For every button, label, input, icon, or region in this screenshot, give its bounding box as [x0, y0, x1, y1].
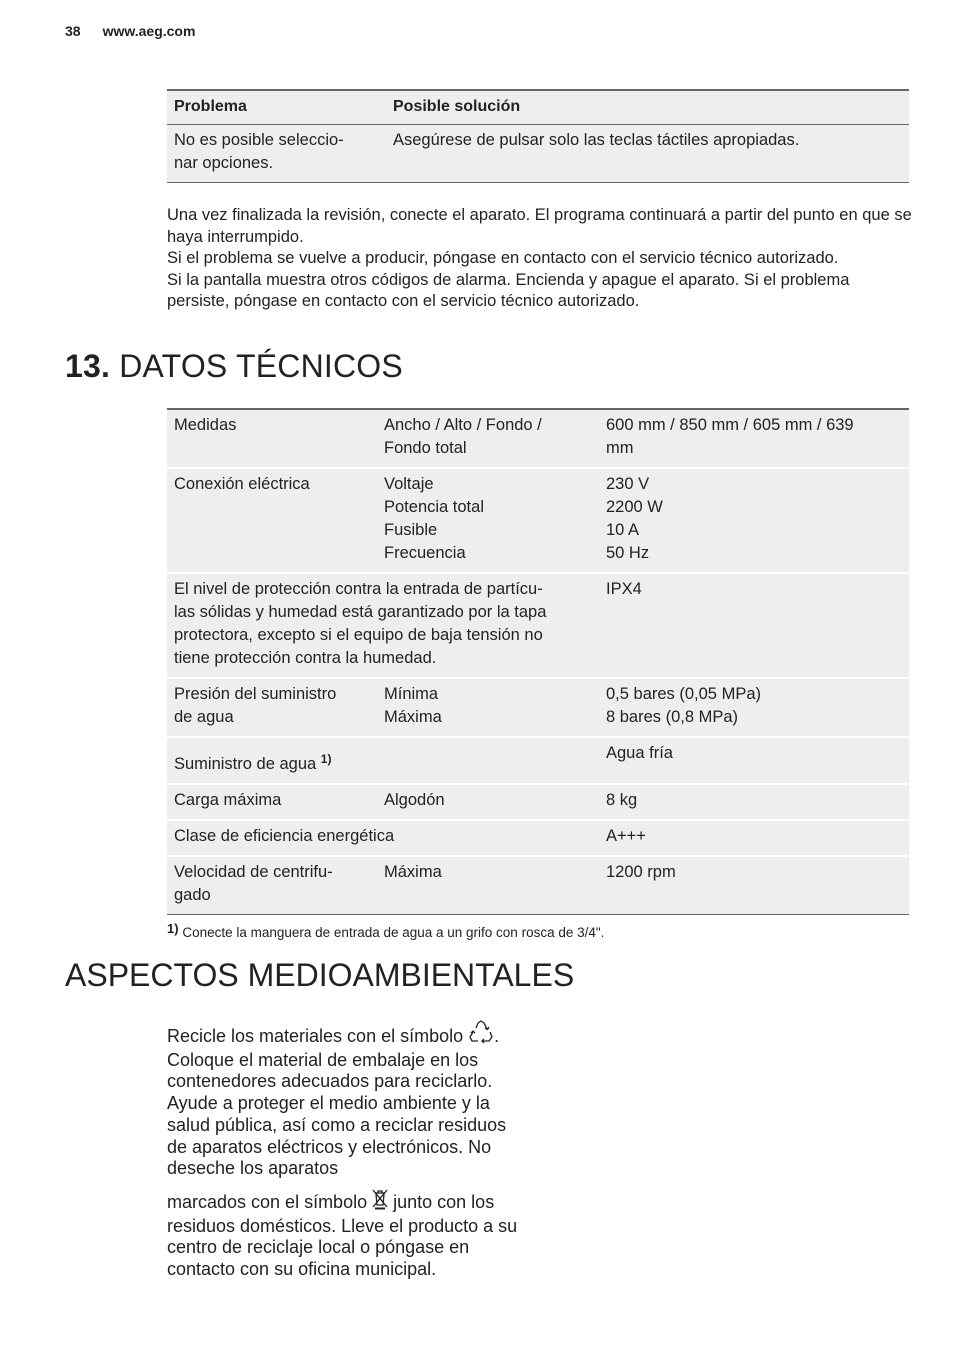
- paragraph: [167, 1188, 527, 1281]
- value-cell: A+++: [599, 820, 909, 856]
- label-cell: Medidas: [167, 409, 377, 468]
- footnote-text: Conecte la manguera de entrada de agua a un grifo con rosca de 3/4".: [182, 925, 605, 940]
- label-cell: Conexión eléctrica: [167, 468, 377, 573]
- paragraph: [167, 1020, 527, 1180]
- column-header: Posible solución: [386, 90, 909, 125]
- label-cell: Carga máxima: [167, 784, 377, 820]
- problem-cell: No es posible seleccio- nar opciones.: [167, 125, 386, 183]
- paragraph: Si la pantalla muestra otros códigos de alarma. Encienda y apague el aparato. Si el problema persiste, póngase en contacto con el servicio técnico autorizado.: [167, 270, 850, 310]
- table-row: [167, 784, 909, 820]
- table-header-row: [167, 90, 909, 125]
- key-cell: Ancho / Alto / Fondo / Fondo total: [377, 409, 599, 468]
- table-row: [167, 468, 909, 573]
- page-header: [65, 23, 195, 39]
- value-cell: 230 V 2200 W 10 A 50 Hz: [599, 468, 909, 573]
- key-cell: Mínima Máxima: [377, 678, 599, 737]
- section-number: 13.: [65, 348, 111, 384]
- key-cell: Voltaje Potencia total Fusible Frecuencia: [377, 468, 599, 573]
- paragraph: Si el problema se vuelve a producir, póngase en contacto con el servicio técnico autorizado.: [167, 249, 839, 267]
- table-row: [167, 409, 909, 468]
- paragraph: Una vez finalizada la revisión, conecte el aparato. El programa continuará a partir del punto en que se haya interrumpido.: [167, 206, 912, 246]
- footnote: [167, 921, 604, 940]
- value-cell: IPX4: [599, 573, 909, 678]
- site-url: www.aeg.com: [102, 23, 196, 39]
- footnote-mark: 1): [167, 921, 179, 936]
- tech-data-table: [167, 408, 909, 915]
- page-number: 38: [65, 23, 81, 39]
- text-span: junto con los residuos domésticos. Lleve el producto a su centro de reciclaje local o póngase en contacto con su oficina municipal.: [167, 1191, 518, 1280]
- environment-text: [167, 1020, 527, 1281]
- value-cell: 0,5 bares (0,05 MPa) 8 bares (0,8 MPa): [599, 678, 909, 737]
- text-span: . Coloque el material de embalaje en los contenedores adecuados para reciclarlo. Ayude a proteger el medio ambiente y la salud pública, así como a reciclar residuos de aparatos eléctricos y electrónicos. No deseche los aparatos: [167, 1026, 507, 1179]
- text-span: Recicle los materiales con el símbolo: [167, 1026, 464, 1046]
- table-row: [167, 678, 909, 737]
- key-cell: [377, 737, 599, 784]
- label-cell: [167, 737, 377, 784]
- value-cell: Agua fría: [599, 737, 909, 784]
- label-text: Suministro de agua: [174, 755, 317, 773]
- value-cell: 1200 rpm: [599, 856, 909, 915]
- key-cell: Algodón: [377, 784, 599, 820]
- table-row: [167, 573, 909, 678]
- table-row: [167, 820, 909, 856]
- table-row: [167, 125, 909, 183]
- footnote-ref: 1): [320, 752, 332, 766]
- label-cell: Presión del suministro de agua: [167, 678, 377, 737]
- key-cell: Máxima: [377, 856, 599, 915]
- column-header: Problema: [167, 90, 386, 125]
- table-row: [167, 737, 909, 784]
- troubleshooting-table: [167, 89, 909, 183]
- text-span: marcados con el símbolo: [167, 1191, 368, 1212]
- section-heading-environment: ASPECTOS MEDIOAMBIENTALES: [65, 957, 575, 993]
- value-cell: 600 mm / 850 mm / 605 mm / 639 mm: [599, 409, 909, 468]
- label-cell: El nivel de protección contra la entrada de partícu- las sólidas y humedad está garantizado por la tapa protectora, excepto si el equipo de baja tensión no tiene protección contra la humedad.: [167, 573, 599, 678]
- crossed-bin-icon: [372, 1188, 388, 1216]
- table-row: [167, 856, 909, 915]
- value-cell: 8 kg: [599, 784, 909, 820]
- section-heading-tech: [65, 348, 403, 385]
- solution-cell: Asegúrese de pulsar solo las teclas táctiles apropiadas.: [386, 125, 909, 183]
- label-cell: Clase de eficiencia energética: [167, 820, 599, 856]
- label-cell: Velocidad de centrifu- gado: [167, 856, 377, 915]
- intro-text: [167, 205, 912, 313]
- section-title: DATOS TÉCNICOS: [119, 348, 403, 384]
- recycle-icon: [468, 1020, 494, 1050]
